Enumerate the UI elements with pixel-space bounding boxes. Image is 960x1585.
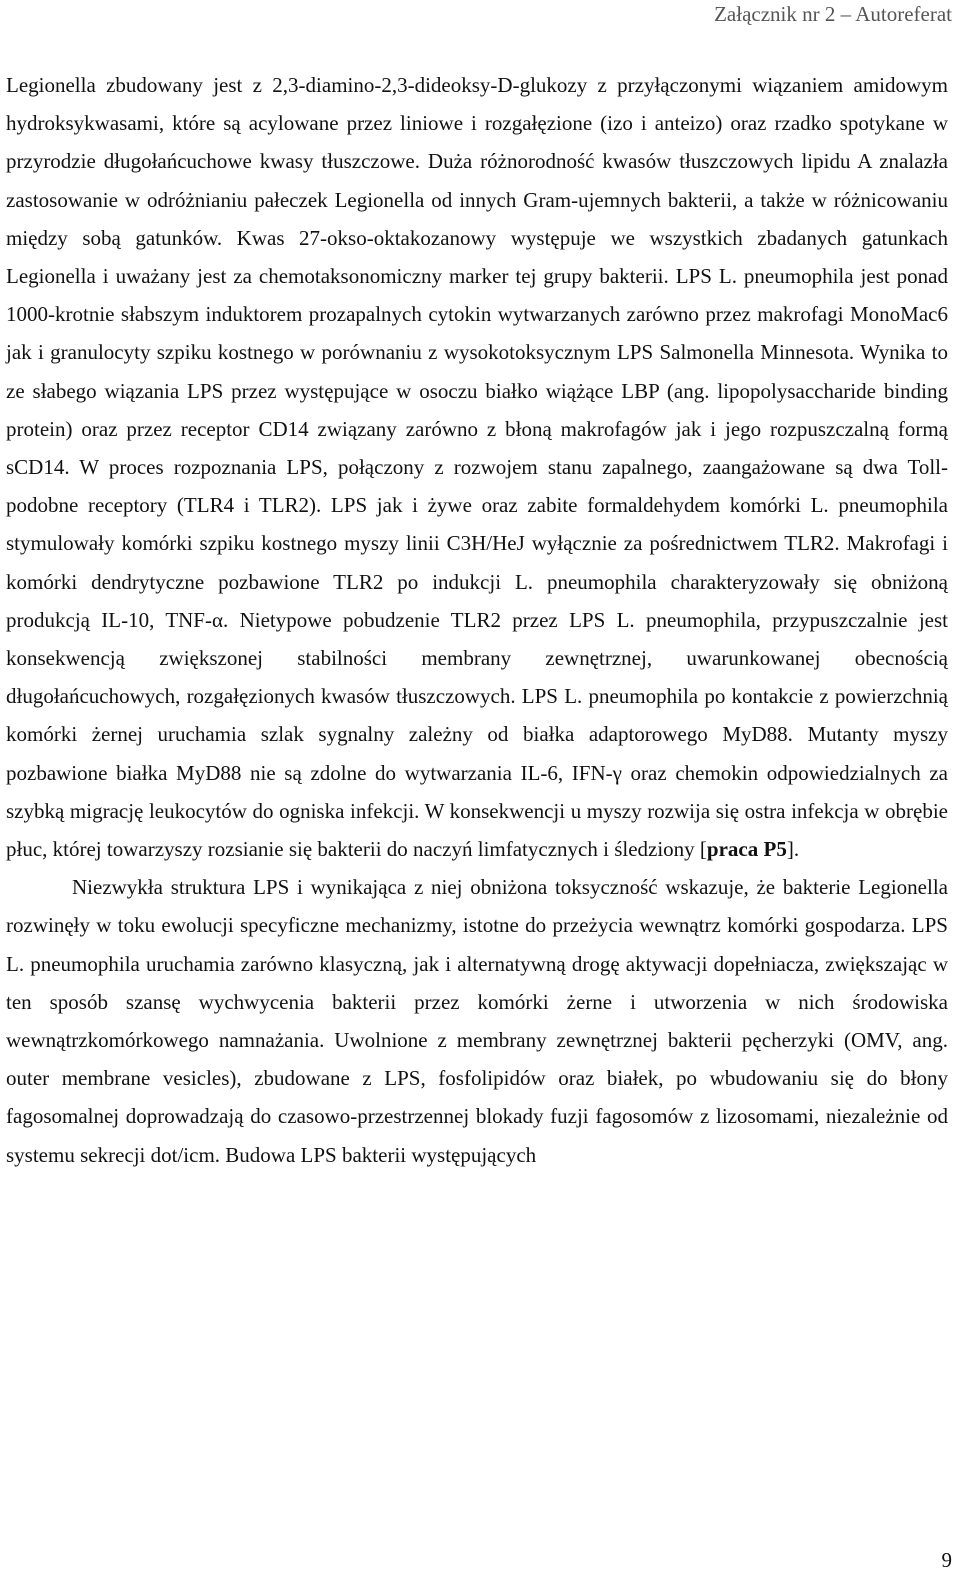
page-number: 9 bbox=[941, 1548, 952, 1572]
paragraph-2 bbox=[6, 868, 948, 1174]
paragraph-1-text: Legionella zbudowany jest z 2,3-diamino-2,3-dideoksy-D-glukozy z przyłączonymi wiązaniem amidowym hydroksykwasami, które są acylowane przez liniowe i rozgałęzione (izo i anteizo) oraz rzadko spotykane w przyrodzie długołańcuchowe kwasy tłuszczowe. Duża różnorodność kwasów tłuszczowych lipidu A znalazła zastosowanie w odróżnianiu pałeczek Legionella od innych Gram-ujemnych bakterii, a także w różnicowaniu między sobą gatunków. Kwas 27-okso-oktakozanowy występuje we wszystkich zbadanych gatunkach Legionella i uważany jest za chemotaksonomiczny marker tej grupy bakterii. LPS L. pneumophila jest ponad 1000-krotnie słabszym induktorem prozapalnych cytokin wytwarzanych zarówno przez makrofagi MonoMac6 jak i granulocyty szpiku kostnego w porównaniu z wysokotoksycznym LPS Salmonella Minnesota. Wynika to ze słabego wiązania LPS przez występujące w osoczu białko wiążące LBP (ang. lipopolysaccharide binding protein) oraz przez receptor CD14 związany zarówno z błoną makrofagów jak i jego rozpuszczalną formą sCD14. W proces rozpoznania LPS, połączony z rozwojem stanu zapalnego, zaangażowane są dwa Toll-podobne receptory (TLR4 i TLR2). LPS jak i żywe oraz zabite formaldehydem komórki L. pneumophila stymulowały komórki szpiku kostnego myszy linii C3H/HeJ wyłącznie za pośrednictwem TLR2. Makrofagi i komórki dendrytyczne pozbawione TLR2 po indukcji L. pneumophila charakteryzowały się obniżoną produkcją IL-10, TNF-α. Nietypowe pobudzenie TLR2 przez LPS L. pneumophila, przypuszczalnie jest konsekwencją zwiększonej stabilności membrany zewnętrznej, uwarunkowanej obecnością długołańcuchowych, rozgałęzionych kwasów tłuszczowych. LPS L. pneumophila po kontakcie z powierzchnią komórki żernej uruchamia szlak sygnalny zależny od białka adaptorowego MyD88. Mutanty myszy pozbawione białka MyD88 nie są zdolne do wytwarzania IL-6, IFN-γ oraz chemokin odpowiedzialnych za szybką migrację leukocytów do ogniska infekcji. W konsekwencji u myszy rozwija się ostra infekcja w obrębie płuc, której towarzyszy rozsianie się bakterii do naczyń limfatycznych i śledziony [ bbox=[6, 73, 948, 862]
paragraph-2-text: Niezwykła struktura LPS i wynikająca z niej obniżona toksyczność wskazuje, że bakterie Legionella rozwinęły w toku ewolucji specyficzne mechanizmy, istotne do przeżycia wewnątrz komórki gospodarza. LPS L. pneumophila uruchamia zarówno klasyczną, jak i alternatywną drogę aktywacji dopełniacza, zwiększając w ten sposób szansę wychwycenia bakterii przez komórki żerne i utworzenia w nich środowiska wewnątrzkomórkowego namnażania. Uwolnione z membrany zewnętrznej bakterii pęcherzyki (OMV, ang. outer membrane vesicles), zbudowane z LPS, fosfolipidów oraz białek, po wbudowaniu się do błony fagosomalnej doprowadzają do czasowo-przestrzennej blokady fuzji fagosomów z lizosomami, niezależnie od systemu sekrecji dot/icm. Budowa LPS bakterii występujących bbox=[6, 875, 948, 1167]
running-header: Załącznik nr 2 – Autoreferat bbox=[714, 2, 952, 26]
paragraph-1 bbox=[6, 66, 948, 868]
citation-praca-p5: praca P5 bbox=[706, 837, 787, 862]
paragraph-1-closing: ]. bbox=[786, 837, 800, 862]
body-text bbox=[6, 66, 948, 1174]
